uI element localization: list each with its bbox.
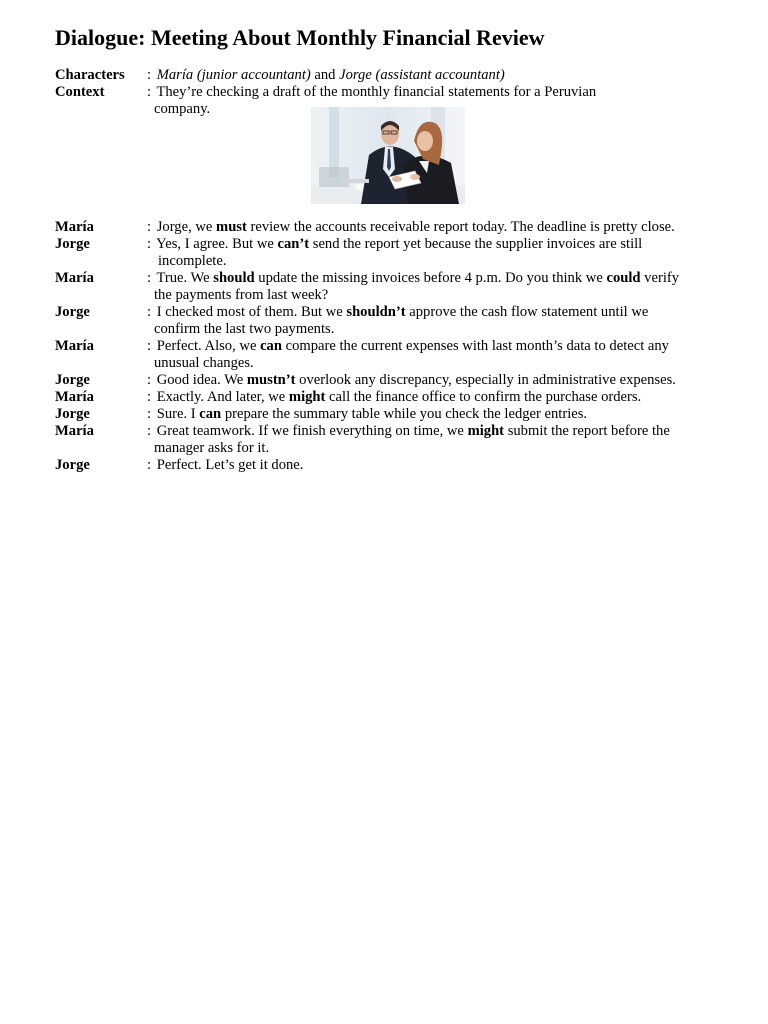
line-text: approve the cash flow statement until we — [405, 304, 649, 320]
dialogue-line: Jorge : Perfect. Let’s get it done. — [55, 457, 304, 473]
line-text: send the report yet because the supplier invoices are still — [309, 236, 643, 252]
characters-label: Characters — [55, 67, 125, 83]
speaker-name: María — [55, 338, 94, 354]
speaker-name: Jorge — [55, 457, 90, 473]
line-text: verify — [640, 270, 680, 286]
line-text: Great teamwork. If we finish everything on time, we — [156, 423, 468, 439]
modal-verb: shouldn’t — [346, 304, 406, 320]
modal-verb: might — [467, 423, 505, 439]
page-title: Dialogue: Meeting About Monthly Financial Review — [55, 25, 545, 50]
line-text: Jorge, we — [156, 219, 217, 235]
dialogue-line: Jorge : I checked most of them. But we shouldn’t approve the cash flow statement until we confirm the last two payments. — [55, 304, 735, 338]
dialogue-line: Jorge : Yes, I agree. But we can’t send the report yet because the supplier invoices are still incomplete. — [55, 236, 735, 270]
dialogue-line: María : Perfect. Also, we can compare the current expenses with last month’s data to detect any unusual changes. — [55, 338, 735, 372]
line-text: Perfect. Also, we — [156, 338, 261, 354]
modal-verb: can — [199, 406, 222, 422]
line-text: overlook any discrepancy, especially in administrative expenses. — [295, 372, 676, 388]
dialogue-line: Jorge : Good idea. We mustn’t overlook any discrepancy, especially in administrative expenses. — [55, 372, 676, 388]
speaker-name: Jorge — [55, 372, 90, 388]
line-text: review the accounts receivable report today. The deadline is pretty close. — [246, 219, 675, 235]
dialogue-line: María : Great teamwork. If we finish everything on time, we might submit the report before the manager asks for it. — [55, 423, 735, 457]
modal-verb: can’t — [277, 236, 310, 252]
dialogue-line: María : Jorge, we must review the accounts receivable report today. The deadline is pretty close. — [55, 219, 675, 235]
character-jorge: Jorge (assistant accountant) — [339, 67, 505, 83]
line-text: I checked most of them. But we — [156, 304, 347, 320]
context-line-1: They’re checking a draft of the monthly financial statements for a Peruvian — [156, 84, 597, 100]
line-continuation: incomplete. — [158, 253, 227, 269]
context-row: Context : They’re checking a draft of the monthly financial statements for a Peruvian company. — [55, 84, 735, 118]
business-meeting-photo — [311, 107, 465, 204]
characters-row: Characters : María (junior accountant) and Jorge (assistant accountant) — [55, 67, 505, 83]
speaker-name: María — [55, 423, 94, 439]
dialogue-line: María : Exactly. And later, we might call the finance office to confirm the purchase orders. — [55, 389, 642, 405]
modal-verb: must — [216, 219, 247, 235]
line-text: True. We — [156, 270, 214, 286]
line-text: Exactly. And later, we — [156, 389, 289, 405]
line-text: Perfect. Let’s get it done. — [156, 457, 304, 473]
line-continuation: the payments from last week? — [154, 287, 329, 303]
modal-verb: might — [288, 389, 326, 405]
line-text: submit the report before the — [504, 423, 670, 439]
speaker-name: María — [55, 219, 94, 235]
modal-verb: should — [213, 270, 255, 286]
speaker-name: María — [55, 389, 94, 405]
line-text: update the missing invoices before 4 p.m. Do you think we — [254, 270, 607, 286]
modal-verb: could — [606, 270, 641, 286]
modal-verb: can — [260, 338, 282, 354]
speaker-name: Jorge — [55, 236, 90, 252]
dialogue-line: María : True. We should update the missing invoices before 4 p.m. Do you think we could verify the payments from last week? — [55, 270, 735, 304]
line-text: Yes, I agree. But we — [156, 236, 278, 252]
line-text: Sure. I — [156, 406, 200, 422]
speaker-name: María — [55, 270, 94, 286]
dialogue-line: Jorge : Sure. I can prepare the summary table while you check the ledger entries. — [55, 406, 588, 422]
dialogue-section — [55, 219, 735, 474]
characters-and: and — [310, 67, 340, 83]
character-maria: María (junior accountant) — [156, 67, 311, 83]
speaker-name: Jorge — [55, 406, 90, 422]
line-text: prepare the summary table while you check the ledger entries. — [221, 406, 588, 422]
line-text: Good idea. We — [156, 372, 247, 388]
line-continuation: unusual changes. — [154, 355, 254, 371]
line-continuation: manager asks for it. — [154, 440, 270, 456]
speaker-name: Jorge — [55, 304, 90, 320]
line-text: compare the current expenses with last month’s data to detect any — [281, 338, 669, 354]
context-line-2: company. — [154, 101, 211, 117]
modal-verb: mustn’t — [246, 372, 296, 388]
line-text: call the finance office to confirm the purchase orders. — [325, 389, 642, 405]
line-continuation: confirm the last two payments. — [154, 321, 335, 337]
context-label: Context — [55, 84, 105, 100]
